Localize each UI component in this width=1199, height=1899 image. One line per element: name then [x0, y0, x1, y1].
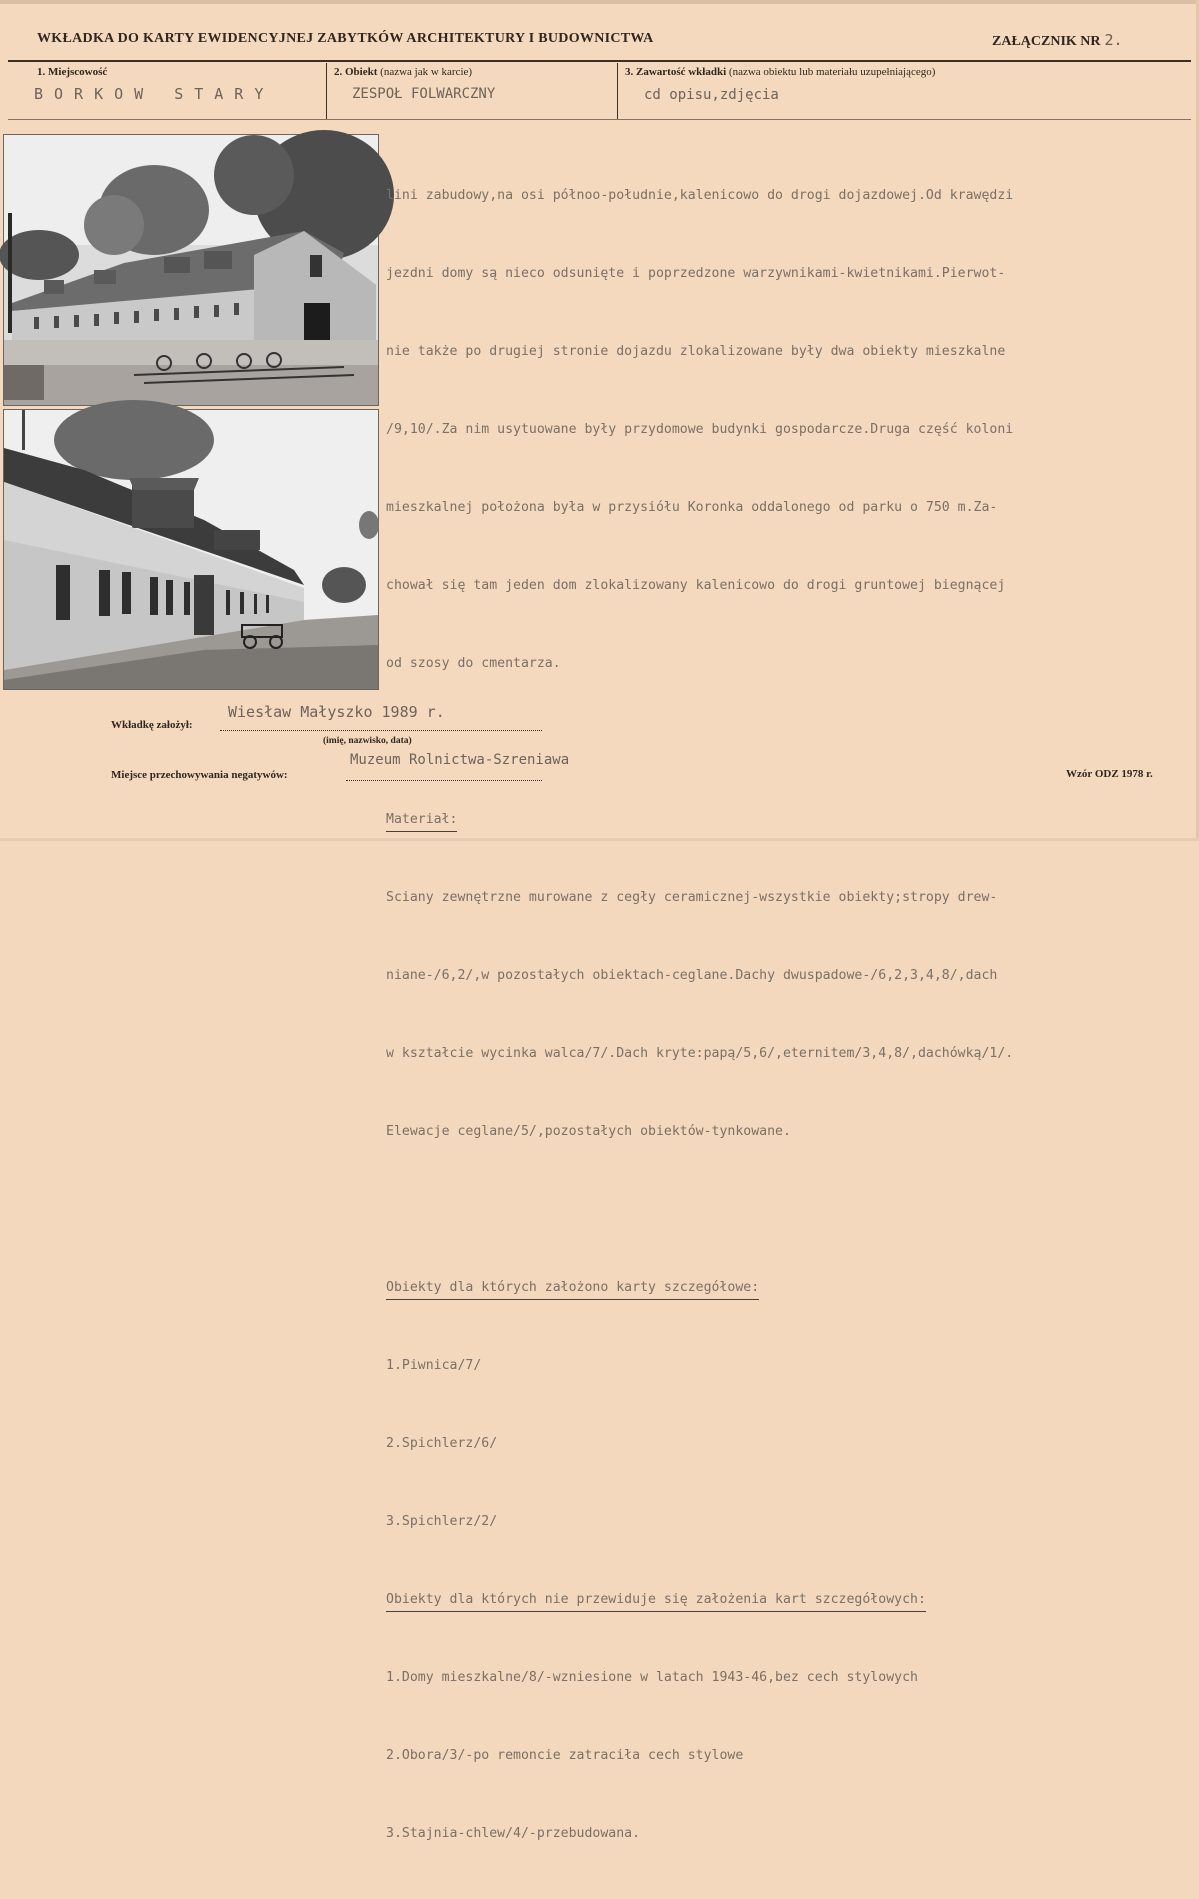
description-line: /9,10/.Za nim usytuowane były przydomowe budynki gospodarcze.Druga część koloni [386, 422, 1014, 437]
photo-farm-building-perspective-image [4, 410, 378, 689]
material-line: w kształcie wycinka walca/7/.Dach kryte:papą/5,6/,eternitem/3,4,8/,dachówką/1/. [386, 1046, 1014, 1061]
not-planned-item: 2.Obora/3/-po remoncie zatraciła cech stylowe [386, 1748, 744, 1763]
detailed-item: 2.Spichlerz/6/ [386, 1436, 498, 1451]
detailed-item: 3.Spichlerz/2/ [386, 1514, 498, 1529]
material-heading: Materiał: [386, 810, 457, 832]
negatives-dotline [346, 780, 542, 781]
description-line: od szosy do cmentarza. [386, 656, 561, 671]
not-planned-heading: Obiekty dla których nie przewiduje się założenia kart szczegółowych: [386, 1590, 926, 1612]
not-planned-heading-line [386, 1587, 1176, 1613]
made-by-note: (imię, nazwisko, data) [323, 736, 412, 746]
form-title: WKŁADKA DO KARTY EWIDENCYJNEJ ZABYTKÓW ARCHITEKTURY I BUDOWNICTWA [37, 31, 654, 46]
detailed-item: 1.Piwnica/7/ [386, 1358, 482, 1373]
description-line: lini zabudowy,na osi półnoo-południe,kalenicowo do drogi dojazdowej.Od krawędzi [386, 188, 1014, 203]
field-divider-1 [326, 63, 327, 119]
blank-line [386, 1197, 1176, 1223]
material-line: Elewacje ceglane/5/,pozostałych obiektów-tynkowane. [386, 1124, 791, 1139]
annex-label [992, 31, 1123, 50]
made-by-dotline [220, 730, 542, 731]
annex-label-text: ZAŁĄCZNIK NR [992, 34, 1101, 49]
field-divider-2 [617, 63, 618, 119]
photo-farm-building-wide [3, 134, 379, 406]
object-label-note: (nazwa jak w karcie) [380, 66, 473, 78]
photo-farm-building-wide-image [4, 135, 378, 405]
locality-label-text: 1. Miejscowość [37, 66, 108, 78]
description-line: nie także po drugiej stronie dojazdu zlokalizowane były dwa obiekty mieszkalne [386, 344, 1006, 359]
field-row-bottom-rule [8, 119, 1191, 120]
object-label-text: 2. Obiekt [334, 66, 378, 78]
material-heading-line [386, 807, 1176, 833]
made-by-value: Wiesław Małyszko 1989 r. [228, 703, 445, 721]
contents-label [625, 66, 935, 78]
detailed-cards-heading: Obiekty dla których założono karty szczegółowe: [386, 1278, 759, 1300]
material-line: niane-/6,2/,w pozostałych obiektach-ceglane.Dachy dwuspadowe-/6,2,3,4,8/,dach [386, 968, 998, 983]
description-line: mieszkalnej położona była w przysiółu Koronka oddalonego od parku o 750 m.Za- [386, 500, 998, 515]
not-planned-item: 1.Domy mieszkalne/8/-wzniesione w latach 1943-46,bez cech stylowych [386, 1670, 918, 1685]
made-by-label: Wkładkę założył: [111, 719, 193, 731]
description-text [386, 131, 1176, 1899]
object-label [334, 66, 472, 78]
locality-label [37, 66, 107, 78]
form-version: Wzór ODZ 1978 r. [1066, 768, 1153, 780]
photo-farm-building-perspective [3, 409, 379, 690]
card-edge-top [0, 0, 1199, 4]
detailed-heading-line [386, 1275, 1176, 1301]
description-line: chował się tam jeden dom zlokalizowany kalenicowo do drogi gruntowej biegnącej [386, 578, 1006, 593]
not-planned-item: 3.Stajnia-chlew/4/-przebudowana. [386, 1826, 641, 1841]
description-line: jezdni domy są nieco odsunięte i poprzedzone warzywnikami-kwietnikami.Pierwot- [386, 266, 1006, 281]
negatives-label: Miejsce przechowywania negatywów: [111, 769, 288, 781]
material-line: Sciany zewnętrzne murowane z cegły ceramicznej-wszystkie obiekty;stropy drew- [386, 890, 998, 905]
contents-label-text: 3. Zawartość wkładki [625, 66, 727, 78]
object-value: ZESPOŁ FOLWARCZNY [352, 86, 496, 102]
negatives-value: Muzeum Rolnictwa-Szreniawa [350, 752, 570, 768]
annex-number: 2. [1104, 31, 1123, 49]
locality-value: BORKOW STARY [34, 85, 275, 103]
header-rule [8, 60, 1191, 62]
contents-value: cd opisu,zdjęcia [644, 87, 779, 103]
contents-label-note: (nazwa obiektu lub materiału uzupełniającego) [728, 66, 936, 78]
